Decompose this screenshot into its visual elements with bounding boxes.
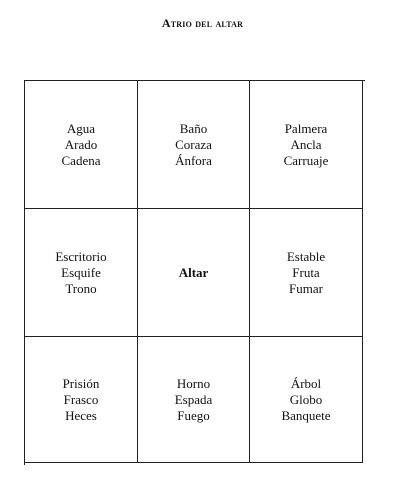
grid-cell-middle-right [250, 209, 363, 337]
grid-cell-top-center [138, 81, 250, 209]
cell-word: Árbol [290, 375, 322, 391]
cell-word: Trono [65, 280, 97, 296]
grid-cell-top-right [250, 81, 363, 209]
cell-word: Baño [179, 120, 208, 136]
cell-word: Fumar [289, 280, 323, 296]
grid-cell-bottom-left [25, 337, 138, 463]
altar-grid [24, 80, 365, 465]
cell-word: Horno [176, 375, 211, 391]
page-title: Atrio del altar [161, 16, 244, 30]
cell-word: Ánfora [175, 152, 212, 168]
cell-word: Palmera [284, 120, 328, 136]
cell-word: Ancla [290, 136, 322, 152]
grid-cell-center [138, 209, 250, 337]
cell-word: Cadena [61, 152, 101, 168]
cell-word: Prisión [62, 375, 100, 391]
cell-word: Arado [64, 136, 98, 152]
cell-word: Espada [174, 391, 213, 407]
cell-word: Carruaje [283, 152, 329, 168]
grid-cell-middle-left [25, 209, 138, 337]
cell-word: Coraza [175, 136, 212, 152]
cell-word: Estable [286, 248, 326, 264]
cell-word: Fruta [292, 264, 320, 280]
cell-word: Frasco [63, 391, 99, 407]
cell-word: Esquife [61, 264, 101, 280]
cell-word: Banquete [281, 407, 331, 423]
cell-word: Globo [289, 391, 323, 407]
cell-word: Agua [66, 120, 96, 136]
grid-cell-bottom-right [250, 337, 363, 463]
cell-word: Heces [65, 407, 97, 423]
cell-word: Fuego [177, 407, 210, 423]
center-word: Altar [178, 264, 209, 280]
grid-cell-top-left [25, 81, 138, 209]
cell-word: Escritorio [55, 248, 107, 264]
grid-cell-bottom-center [138, 337, 250, 463]
